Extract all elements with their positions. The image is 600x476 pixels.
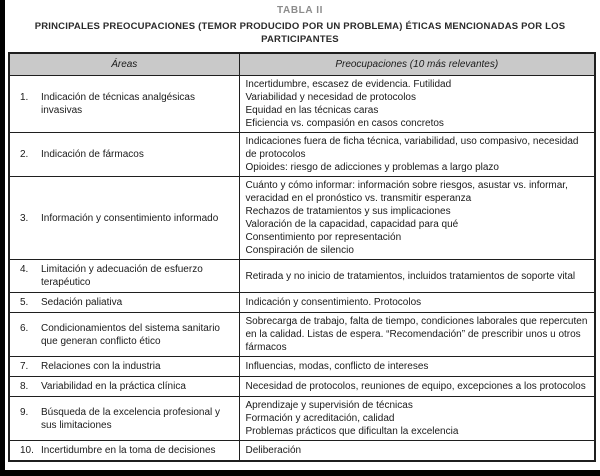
table-body: [9, 76, 595, 462]
concern-item: Consentimiento por representación: [245, 232, 402, 243]
concern-item: Valoración de la capacidad, capacidad para qué: [245, 219, 459, 230]
area-label: Indicación de técnicas analgésicas invasivas: [41, 92, 195, 116]
area-number: 6.: [20, 322, 29, 334]
concerns-cell: [239, 357, 595, 377]
concern-item: Conspiración de silencio: [245, 245, 354, 256]
concern-item: Opioides: riesgo de adicciones y problemas a largo plazo: [245, 162, 499, 173]
area-cell: [9, 313, 239, 357]
concern-item: Rechazos de tratamientos y sus implicaciones: [245, 206, 451, 217]
concern-item: Retirada y no inicio de tratamientos, incluidos tratamientos de soporte vital: [245, 270, 576, 282]
area-wrap: [20, 263, 235, 289]
concern-item: Influencias, modas, conflicto de intereses: [245, 361, 429, 372]
area-number: 4.: [20, 264, 29, 275]
concern-item: Aprendizaje y supervisión de técnicas: [245, 400, 413, 411]
area-number: 3.: [20, 212, 29, 224]
concerns-cell: [239, 377, 595, 397]
concerns-cell: [239, 177, 595, 260]
scan-edge-left: [0, 0, 5, 476]
concerns-cell: [239, 313, 595, 357]
concern-item: Cuánto y cómo informar: información sobre riesgos, asustar vs. informar, veracidad en el pronóstico vs. transmitir esperanza: [245, 180, 568, 204]
concerns-cell: [239, 260, 595, 293]
area-cell: [9, 377, 239, 397]
concern-item: Formación y acreditación, calidad: [245, 413, 395, 424]
area-wrap: [20, 148, 235, 161]
area-label: Indicación de fármacos: [41, 149, 144, 160]
concern-item: Equidad en las técnicas caras: [245, 105, 379, 116]
area-wrap: [20, 322, 235, 348]
area-number: 1.: [20, 92, 29, 103]
area-label: Relaciones con la industria: [41, 361, 161, 372]
table-row: [9, 260, 595, 293]
table-row: [9, 293, 595, 313]
area-cell: [9, 177, 239, 260]
area-number: 7.: [20, 361, 29, 372]
concerns-cell: [239, 133, 595, 177]
area-label: Búsqueda de la excelencia profesional y sus limitaciones: [41, 406, 221, 431]
concerns-cell: [239, 397, 595, 441]
column-header-areas: Áreas: [9, 53, 239, 76]
area-number: 2.: [20, 149, 29, 160]
concern-item: Variabilidad y necesidad de protocolos: [245, 92, 416, 103]
area-wrap: [20, 444, 235, 457]
area-wrap: [20, 406, 235, 432]
area-label: Información y consentimiento informado: [41, 212, 219, 224]
area-cell: [9, 260, 239, 293]
area-wrap: [20, 296, 235, 309]
area-label: Condicionamientos del sistema sanitario que generan conflicto ético: [41, 322, 220, 347]
table-row: [9, 76, 595, 133]
concerns-cell: [239, 76, 595, 133]
area-wrap: [20, 360, 235, 373]
area-label: Variabilidad en la práctica clínica: [41, 381, 186, 392]
table-subtitle: PRINCIPALES PREOCUPACIONES (TEMOR PRODUCIDO POR UN PROBLEMA) ÉTICAS MENCIONADAS POR LOS PARTICIPANTES: [34, 21, 566, 45]
area-cell: [9, 133, 239, 177]
area-wrap: [20, 91, 235, 117]
table-header: [9, 53, 595, 76]
area-cell: [9, 293, 239, 313]
concerns-cell: [239, 293, 595, 313]
area-number: 10.: [20, 445, 34, 456]
table-row: [9, 313, 595, 357]
area-wrap: [20, 212, 235, 225]
table-caption-block: [0, 4, 600, 46]
area-label: Sedación paliativa: [41, 297, 123, 308]
area-label: Incertidumbre en la toma de decisiones: [41, 445, 216, 456]
concern-item: Incertidumbre, escasez de evidencia. Futilidad: [245, 79, 452, 90]
table-row: [9, 133, 595, 177]
concerns-cell: [239, 441, 595, 462]
concern-item: Indicaciones fuera de ficha técnica, variabilidad, uso compasivo, necesidad de protocolos: [245, 136, 579, 160]
concern-item: Problemas prácticos que dificultan la excelencia: [245, 426, 459, 437]
table-row: [9, 441, 595, 462]
concern-item: Deliberación: [245, 445, 302, 456]
concern-item: Indicación y consentimiento. Protocolos: [245, 297, 422, 308]
concern-item: Eficiencia vs. compasión en casos concretos: [245, 118, 444, 129]
table-row: [9, 397, 595, 441]
area-cell: [9, 76, 239, 133]
area-label: Limitación y adecuación de esfuerzo terapéutico: [41, 264, 203, 288]
table-row: [9, 357, 595, 377]
area-number: 5.: [20, 297, 29, 308]
area-wrap: [20, 380, 235, 393]
concern-item: Sobrecarga de trabajo, falta de tiempo, condiciones laborales que repercuten en la calidad. Listas de espera. “Recomendación” de prescribir unos u otros fármacos: [245, 316, 588, 353]
table-row: [9, 177, 595, 260]
concerns-table: [8, 52, 596, 462]
table-number-title: TABLA II: [277, 5, 323, 16]
concern-item: Necesidad de protocolos, reuniones de equipo, excepciones a los protocolos: [245, 381, 586, 392]
area-cell: [9, 397, 239, 441]
area-cell: [9, 441, 239, 462]
scan-edge-bottom: [0, 470, 600, 476]
area-number: 9.: [20, 406, 29, 418]
area-cell: [9, 357, 239, 377]
column-header-preocupaciones: Preocupaciones (10 más relevantes): [239, 53, 595, 76]
header-row: [9, 53, 595, 76]
area-number: 8.: [20, 381, 29, 392]
table-row: [9, 377, 595, 397]
